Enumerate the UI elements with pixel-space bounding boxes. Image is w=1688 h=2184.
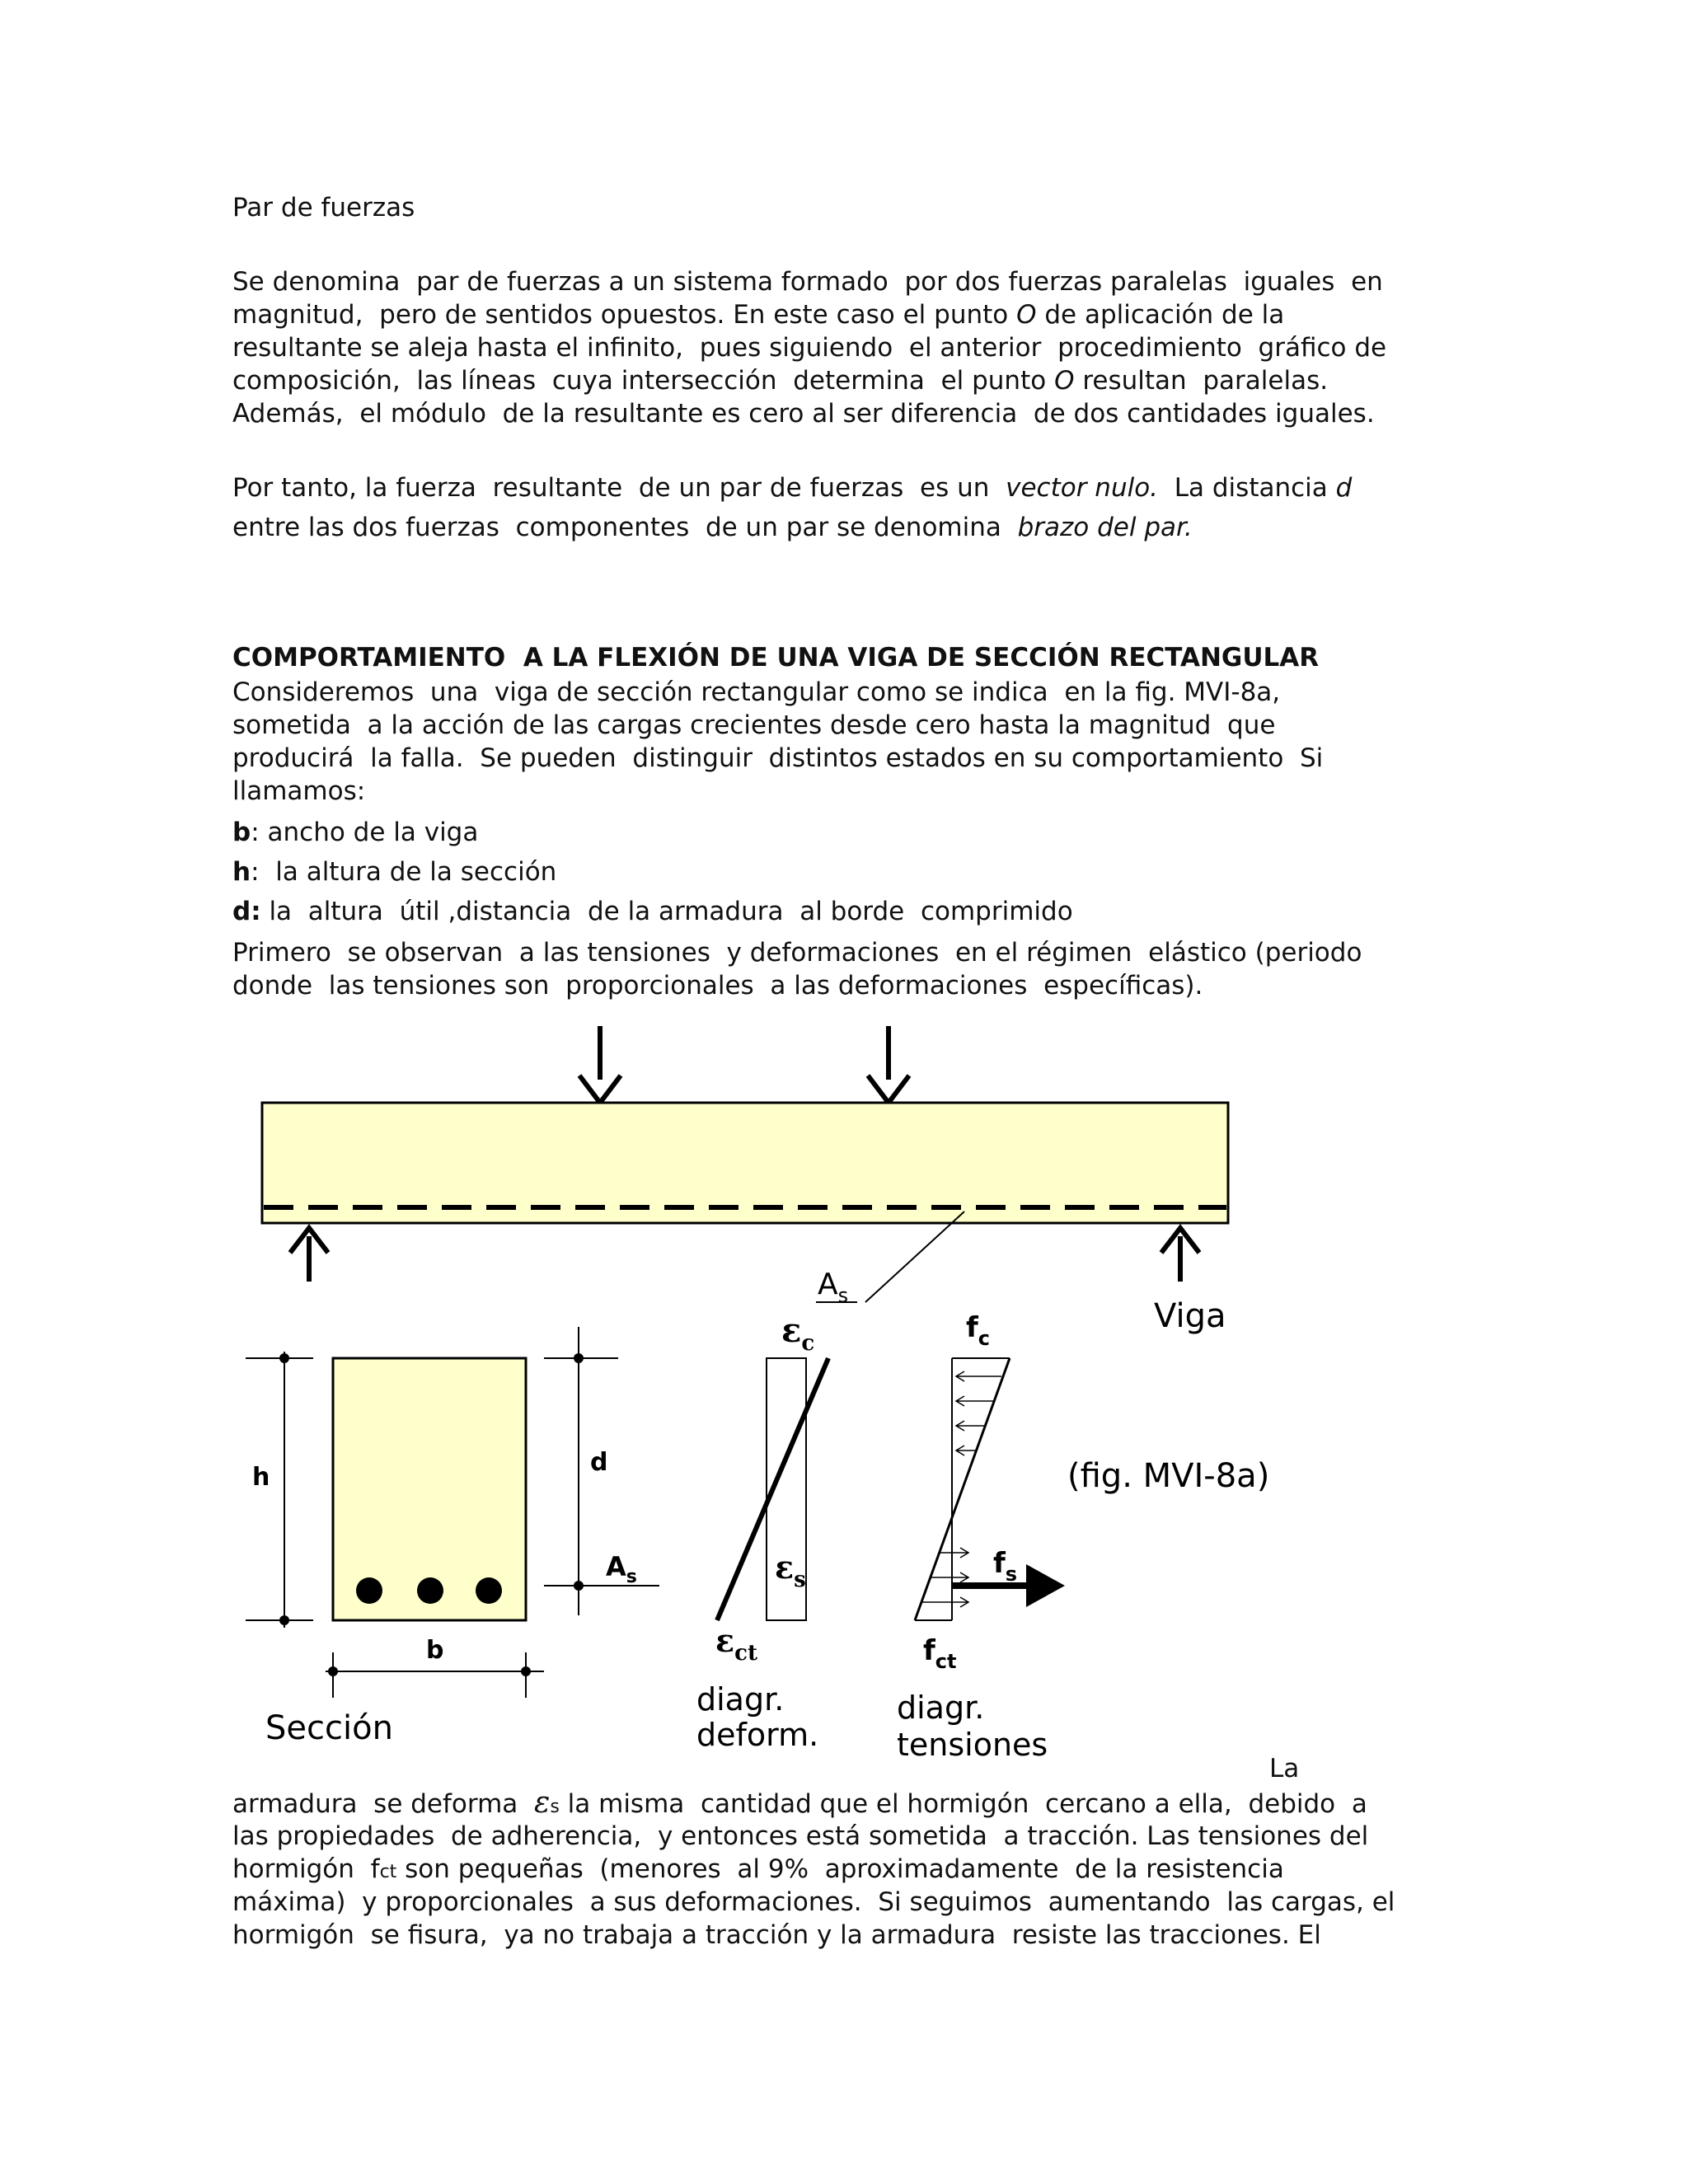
tension-label-2: tensiones (897, 1727, 1048, 1763)
paragraph-line: La (1269, 1754, 1300, 1783)
section-title: Par de fuerzas (232, 193, 415, 223)
section-heading: COMPORTAMIENTO A LA FLEXIÓN DE UNA VIGA DE SECCIÓN RECTANGULAR (232, 643, 1320, 673)
support-arrow (1161, 1228, 1199, 1282)
paragraph-line: Por tanto, la fuerza resultante de un par de fuerzas es un vector nulo. La distancia d (232, 473, 1353, 503)
paragraph-line: entre las dos fuerzas componentes de un par se denomina brazo del par. (232, 513, 1193, 542)
rebar (356, 1577, 382, 1604)
h-label: h (252, 1463, 270, 1492)
eps-c-label: $\varepsilon_c$ (781, 1311, 815, 1356)
viga-label: Viga (1154, 1297, 1226, 1335)
tension-label-1: diagr. (897, 1690, 985, 1726)
paragraph-line: llamamos: (232, 776, 366, 806)
paragraph-line: Primero se observan a las tensiones y deformaciones en el régimen elástico (periodo (232, 938, 1362, 968)
paragraph-line: las propiedades de adherencia, y entonces está sometida a tracción. Las tensiones del (232, 1821, 1369, 1851)
paragraph-line: sometida a la acción de las cargas crecientes desde cero hasta la magnitud que (232, 710, 1276, 740)
paragraph-line: Se denomina par de fuerzas a un sistema formado por dos fuerzas paralelas iguales en (232, 267, 1383, 297)
paragraph-line: producirá la falla. Se pueden distinguir distintos estados en su comportamiento Si (232, 743, 1324, 773)
paragraph-line: donde las tensiones son proporcionales a las deformaciones específicas). (232, 971, 1203, 1001)
deform-label-2: deform. (696, 1717, 819, 1753)
fc-label: $f_c$ (966, 1311, 991, 1350)
load-arrow (868, 1026, 909, 1103)
as-beam-label: $A_s$ (818, 1268, 849, 1307)
as-leader-line (865, 1212, 964, 1302)
as-section-label: $A_s$ (606, 1551, 637, 1587)
support-arrow (290, 1228, 328, 1282)
definition-b: b: ancho de la viga (232, 818, 479, 847)
paragraph-line: hormigón se fisura, ya no trabaja a tracción y la armadura resiste las tracciones. El (232, 1920, 1321, 1950)
fs-label: $f_s$ (993, 1547, 1018, 1586)
paragraph-line: armadura se deforma εs la misma cantidad que el hormigón cercano a ella, debido a (232, 1786, 1367, 1820)
d-label: d (590, 1448, 608, 1477)
paragraph-line: resultante se aleja hasta el infinito, pues siguiendo el anterior procedimiento gráfico de (232, 333, 1387, 363)
seccion-label: Sección (265, 1709, 393, 1747)
rebar (417, 1577, 443, 1604)
rebar (476, 1577, 502, 1604)
paragraph-line: Además, el módulo de la resultante es cero al ser diferencia de dos cantidades iguales. (232, 399, 1375, 429)
eps-s-label: $\varepsilon_s$ (775, 1549, 806, 1592)
paragraph-line: composición, las líneas cuya intersección determina el punto O resultan paralelas. (232, 366, 1329, 396)
deform-label-1: diagr. (696, 1681, 785, 1718)
paragraph-line: magnitud, pero de sentidos opuestos. En este caso el punto O de aplicación de la (232, 300, 1285, 330)
definition-h: h: la altura de la sección (232, 857, 557, 887)
load-arrow (579, 1026, 621, 1103)
definition-d: d: la altura útil ,distancia de la armadura al borde comprimido (232, 897, 1073, 926)
eps-ct-label: $\varepsilon_{ct}$ (715, 1622, 757, 1666)
paragraph-line: Consideremos una viga de sección rectangular como se indica en la fig. MVI-8a, (232, 677, 1281, 707)
b-label: b (426, 1636, 444, 1665)
figure-caption: (fig. MVI-8a) (1067, 1457, 1270, 1495)
paragraph-line: hormigón fct son pequeñas (menores al 9% aproximadamente de la resistencia (232, 1854, 1284, 1884)
paragraph-line: máxima) y proporcionales a sus deformaciones. Si seguimos aumentando las cargas, el (232, 1887, 1395, 1917)
tension-arrows (921, 1548, 968, 1607)
fct-label: $f_{ct}$ (923, 1634, 957, 1673)
